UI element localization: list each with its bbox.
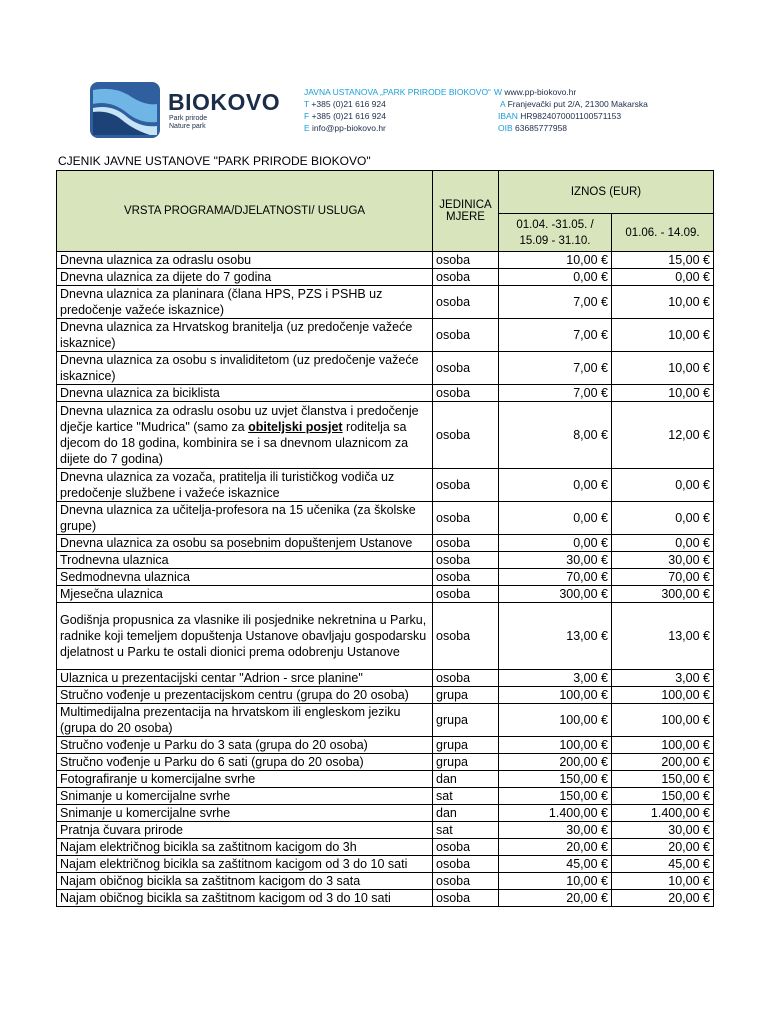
document-title: CJENIK JAVNE USTANOVE "PARK PRIRODE BIOKOVO" [58,154,371,168]
price-cell: 12,00 € [612,402,714,469]
contact-value: info@pp-biokovo.hr [312,123,386,133]
price-cell: 20,00 € [612,839,714,856]
unit-of-measure: osoba [433,535,499,552]
price-cell: 100,00 € [612,737,714,754]
contact-value: +385 (0)21 616 924 [311,99,386,109]
service-description: Najam običnog bicikla sa zaštitnom kacigom do 3 sata [57,873,433,890]
price-cell: 70,00 € [499,569,612,586]
unit-of-measure: grupa [433,704,499,737]
price-cell: 10,00 € [612,352,714,385]
table-row [57,252,714,269]
price-cell: 300,00 € [612,586,714,603]
service-description: Dnevna ulaznica za planinara (člana HPS, PZS i PSHB uz predočenje važeće iskaznice) [57,286,433,319]
service-description: Pratnja čuvara prirode [57,822,433,839]
unit-of-measure: osoba [433,269,499,286]
service-description: Dnevna ulaznica za dijete do 7 godina [57,269,433,286]
price-cell: 100,00 € [499,737,612,754]
service-description: Dnevna ulaznica za biciklista [57,385,433,402]
price-cell: 20,00 € [499,839,612,856]
price-cell: 0,00 € [612,469,714,502]
price-cell: 10,00 € [612,286,714,319]
price-cell: 0,00 € [612,269,714,286]
unit-of-measure: osoba [433,385,499,402]
table-row [57,269,714,286]
table-row [57,586,714,603]
price-cell: 0,00 € [499,535,612,552]
table-row [57,670,714,687]
contact-label: E [304,123,310,133]
service-description: Najam električnog bicikla sa zaštitnom kacigom do 3h [57,839,433,856]
price-cell: 0,00 € [612,535,714,552]
table-row [57,839,714,856]
price-cell: 3,00 € [612,670,714,687]
table-row [57,402,714,469]
address-line [494,98,648,110]
contact-value: 63685777958 [515,123,568,133]
table-row [57,873,714,890]
table-row [57,502,714,535]
price-cell: 10,00 € [499,252,612,269]
price-cell: 45,00 € [499,856,612,873]
unit-of-measure: osoba [433,890,499,907]
price-cell: 150,00 € [499,771,612,788]
service-description: Trodnevna ulaznica [57,552,433,569]
unit-of-measure: grupa [433,687,499,704]
phone-line [304,98,491,110]
price-cell: 7,00 € [499,286,612,319]
biokovo-logo-icon [90,82,160,138]
unit-of-measure: osoba [433,856,499,873]
price-cell: 7,00 € [499,385,612,402]
price-cell: 100,00 € [499,687,612,704]
table-row [57,788,714,805]
price-cell: 150,00 € [612,771,714,788]
service-description: Stručno vođenje u Parku do 6 sati (grupa do 20 osoba) [57,754,433,771]
service-description: Godišnja propusnica za vlasnike ili posjednike nekretnina u Parku, radnike koji temeljem dopuštenja Ustanove obavljaju gospodarsku djelatnost u Parku te ostali dionici prema odobrenju Ustanove [57,603,433,670]
unit-of-measure: osoba [433,319,499,352]
price-cell: 1.400,00 € [612,805,714,822]
service-description: Najam običnog bicikla sa zaštitnom kacigom od 3 do 10 sati [57,890,433,907]
price-cell: 200,00 € [612,754,714,771]
service-description: Dnevna ulaznica za osobu sa posebnim dopuštenjem Ustanove [57,535,433,552]
price-cell: 100,00 € [612,704,714,737]
contact-block-left [304,86,491,134]
contact-value: www.pp-biokovo.hr [504,87,577,97]
contact-label: A [500,99,506,109]
header-period-1: 01.04. -31.05. / 15.09 - 31.10. [499,214,612,252]
service-description: Dnevna ulaznica za Hrvatskog branitelja (uz predočenje važeće iskaznice) [57,319,433,352]
service-description: Dnevna ulaznica za učitelja-profesora na 15 učenika (za školske grupe) [57,502,433,535]
contact-value: +385 (0)21 616 924 [311,111,387,121]
price-cell: 7,00 € [499,352,612,385]
table-row [57,552,714,569]
contact-label: T [304,99,310,109]
service-description: Ulaznica u prezentacijski centar "Adrion - srce planine" [57,670,433,687]
unit-of-measure: dan [433,771,499,788]
service-description: Mjesečna ulaznica [57,586,433,603]
email-line[interactable] [304,122,491,134]
service-description: Snimanje u komercijalne svrhe [57,805,433,822]
table-row [57,805,714,822]
price-cell: 10,00 € [612,873,714,890]
header-program: VRSTA PROGRAMA/DJELATNOSTI/ USLUGA [57,171,433,252]
unit-of-measure: dan [433,805,499,822]
price-cell: 10,00 € [612,319,714,352]
price-cell: 150,00 € [612,788,714,805]
price-cell: 10,00 € [612,385,714,402]
table-row [57,737,714,754]
table-row [57,856,714,873]
contact-label: W [494,87,503,97]
contact-value: HR9824070001100571153 [520,111,622,121]
price-cell: 30,00 € [612,822,714,839]
service-description: Fotografiranje u komercijalne svrhe [57,771,433,788]
brand-name: BIOKOVO [168,89,281,115]
service-description: Multimedijalna prezentacija na hrvatskom ili engleskom jeziku (grupa do 20 osoba) [57,704,433,737]
unit-of-measure: osoba [433,402,499,469]
header-amount: IZNOS (EUR) [499,171,714,214]
table-row [57,890,714,907]
unit-of-measure: grupa [433,754,499,771]
table-row [57,469,714,502]
table-row [57,319,714,352]
service-description: Sedmodnevna ulaznica [57,569,433,586]
table-row [57,704,714,737]
unit-of-measure: osoba [433,569,499,586]
table-row [57,569,714,586]
brand-subtitle: Park prirode Nature park [169,115,208,130]
table-row [57,385,714,402]
service-description: Dnevna ulaznica za odraslu osobu [57,252,433,269]
unit-of-measure: osoba [433,873,499,890]
price-cell: 70,00 € [612,569,714,586]
table-row [57,687,714,704]
service-description: Dnevna ulaznica za vozača, pratitelja ili turističkog vodiča uz predočenje službene i važeće iskaznice [57,469,433,502]
service-description: Najam električnog bicikla sa zaštitnom kacigom od 3 do 10 sati [57,856,433,873]
table-row [57,603,714,670]
unit-of-measure: osoba [433,502,499,535]
web-line[interactable] [494,86,648,98]
unit-of-measure: osoba [433,603,499,670]
unit-of-measure: osoba [433,252,499,269]
table-row [57,286,714,319]
service-description: Stručno vođenje u Parku do 3 sata (grupa do 20 osoba) [57,737,433,754]
table-row [57,352,714,385]
unit-of-measure: osoba [433,586,499,603]
price-cell: 30,00 € [499,822,612,839]
header-unit: JEDINICA MJERE [433,171,499,252]
price-cell: 30,00 € [499,552,612,569]
contact-label: F [304,111,310,121]
price-cell: 150,00 € [499,788,612,805]
contact-value: Franjevački put 2/A, 21300 Makarska [507,99,648,109]
unit-of-measure: osoba [433,670,499,687]
price-cell: 45,00 € [612,856,714,873]
price-cell: 1.400,00 € [499,805,612,822]
contact-label: OIB [498,123,513,133]
price-cell: 0,00 € [612,502,714,535]
price-cell: 15,00 € [612,252,714,269]
oib-line [494,122,648,134]
price-cell: 200,00 € [499,754,612,771]
fax-line [304,110,491,122]
family-visit-emphasis: obiteljski posjet [248,420,343,434]
unit-of-measure: osoba [433,469,499,502]
iban-line [494,110,648,122]
price-cell: 100,00 € [612,687,714,704]
price-cell: 20,00 € [499,890,612,907]
unit-of-measure: sat [433,788,499,805]
price-cell: 300,00 € [499,586,612,603]
price-cell: 8,00 € [499,402,612,469]
header-period-2: 01.06. - 14.09. [612,214,714,252]
contact-label: IBAN [498,111,518,121]
table-row [57,535,714,552]
price-cell: 0,00 € [499,469,612,502]
price-cell: 100,00 € [499,704,612,737]
org-name: JAVNA USTANOVA „PARK PRIRODE BIOKOVO“ [304,87,491,97]
contact-block-right [494,86,648,134]
unit-of-measure: osoba [433,352,499,385]
price-cell: 13,00 € [612,603,714,670]
price-cell: 30,00 € [612,552,714,569]
service-description: Snimanje u komercijalne svrhe [57,788,433,805]
family-visit-description: Dnevna ulaznica za odraslu osobu uz uvjet članstva i predočenje dječje kartice "Mudrica" (samo za obiteljski posjet roditelja sa djecom do 18 godina, kombinira se i sa dnevnom ulaznicom za dijete do 7 godina) [57,402,433,469]
unit-of-measure: grupa [433,737,499,754]
price-cell: 13,00 € [499,603,612,670]
service-description: Dnevna ulaznica za osobu s invaliditetom (uz predočenje važeće iskaznice) [57,352,433,385]
price-cell: 10,00 € [499,873,612,890]
table-row [57,822,714,839]
price-cell: 20,00 € [612,890,714,907]
price-cell: 0,00 € [499,269,612,286]
price-table [56,170,714,907]
service-description: Stručno vođenje u prezentacijskom centru (grupa do 20 osoba) [57,687,433,704]
table-row [57,771,714,788]
price-cell: 7,00 € [499,319,612,352]
unit-of-measure: osoba [433,839,499,856]
unit-of-measure: sat [433,822,499,839]
unit-of-measure: osoba [433,286,499,319]
price-cell: 3,00 € [499,670,612,687]
table-row [57,754,714,771]
price-cell: 0,00 € [499,502,612,535]
unit-of-measure: osoba [433,552,499,569]
